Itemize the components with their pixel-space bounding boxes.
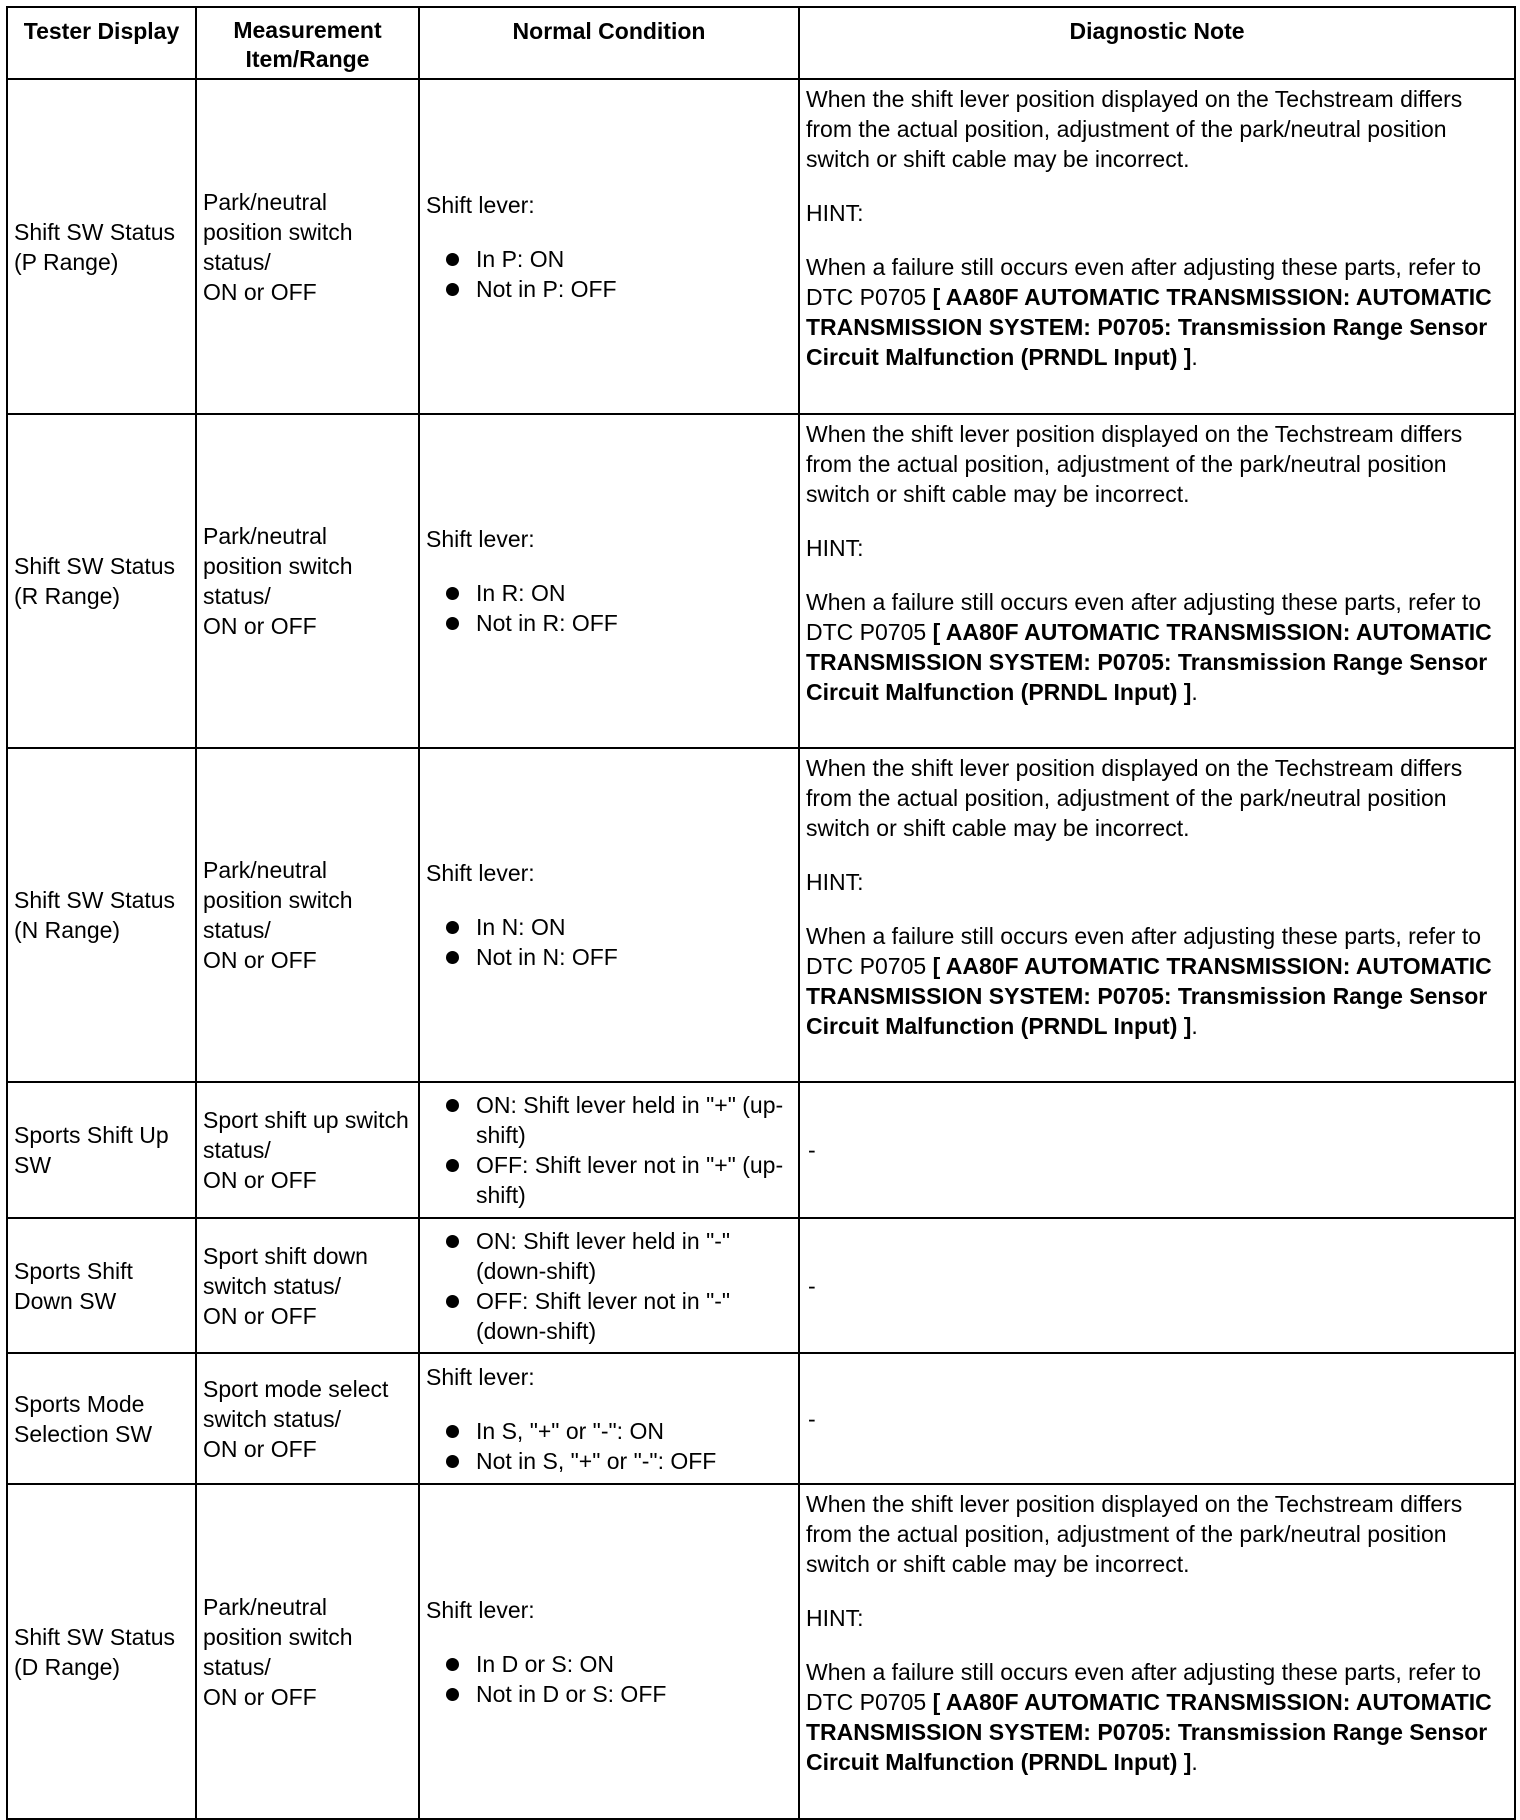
diagnostic-note-cell — [799, 748, 1515, 1082]
header-measurement: Measurement Item/Range — [196, 7, 419, 79]
dtc-reference-link[interactable]: [ AA80F AUTOMATIC TRANSMISSION: AUTOMATIC TRANSMISSION SYSTEM: P0705: Transmission Range Sensor Circuit Malfunction (PRNDL Input) ] — [806, 619, 1492, 705]
list-item-text: In R: ON — [476, 580, 566, 606]
list-item-text: In P: ON — [476, 245, 565, 272]
note-paragraph: When the shift lever position displayed on the Techstream differs from the actual position, adjustment of the park/neutral position switch or shift cable may be incorrect. — [806, 1491, 1463, 1577]
tester-display-cell: Shift SW Status (N Range) — [7, 748, 196, 1082]
table-row — [7, 1082, 1515, 1218]
bullet-icon — [446, 1425, 459, 1438]
normal-condition-list — [426, 912, 792, 972]
normal-condition-lead: Shift lever: — [426, 1596, 535, 1623]
list-item-text: Not in P: OFF — [476, 275, 617, 302]
list-item — [426, 578, 792, 608]
bullet-icon — [446, 1235, 459, 1248]
measurement-cell: Park/neutral position switch status/ ON or OFF — [196, 748, 419, 1082]
dtc-reference-link[interactable]: [ AA80F AUTOMATIC TRANSMISSION: AUTOMATIC TRANSMISSION SYSTEM: P0705: Transmission Range Sensor Circuit Malfunction (PRNDL Input) ] — [806, 284, 1492, 370]
normal-condition-cell — [419, 1484, 799, 1819]
tester-display-cell: Sports Shift Up SW — [7, 1082, 196, 1218]
list-item-text: Not in N: OFF — [476, 944, 618, 970]
note-text: . — [1191, 344, 1198, 370]
normal-condition-cell — [419, 1218, 799, 1353]
list-item-text: In N: ON — [476, 914, 566, 940]
normal-condition-lead: Shift lever: — [426, 1363, 535, 1390]
normal-condition-cell — [419, 79, 799, 414]
normal-condition-cell — [419, 1353, 799, 1484]
measurement-cell: Sport mode select switch status/ ON or OFF — [196, 1353, 419, 1484]
hint-label: HINT: — [806, 1605, 864, 1631]
tester-display-cell: Shift SW Status (P Range) — [7, 79, 196, 414]
note-paragraph — [806, 921, 1508, 1041]
list-item — [426, 1679, 792, 1709]
normal-condition-list — [426, 1090, 792, 1210]
normal-condition-lead: Shift lever: — [426, 860, 535, 886]
table-row — [7, 79, 1515, 414]
list-item — [426, 1649, 792, 1679]
measurement-cell: Park/neutral position switch status/ ON or OFF — [196, 1484, 419, 1819]
table-row — [7, 1484, 1515, 1819]
list-item — [426, 1446, 792, 1476]
hint-label: HINT: — [806, 535, 864, 561]
note-paragraph: When the shift lever position displayed on the Techstream differs from the actual position, adjustment of the park/neutral position switch or shift cable may be incorrect. — [806, 421, 1463, 507]
note-paragraph — [806, 252, 1508, 372]
bullet-icon — [446, 1658, 459, 1671]
list-item — [426, 942, 792, 972]
list-item-text: Not in S, "+" or "-": OFF — [476, 1447, 717, 1474]
note-text: When a failure still occurs even after adjusting these parts, refer to DTC P0705 — [806, 1659, 1481, 1715]
measurement-cell: Park/neutral position switch status/ ON or OFF — [196, 79, 419, 414]
normal-condition-cell — [419, 748, 799, 1082]
list-item — [426, 244, 792, 274]
bullet-icon — [446, 283, 459, 296]
diagnostic-note-cell — [799, 414, 1515, 748]
note-empty: - — [808, 1405, 816, 1432]
normal-condition-list — [426, 1226, 792, 1346]
list-item — [426, 1090, 792, 1150]
note-paragraph: When the shift lever position displayed on the Techstream differs from the actual position, adjustment of the park/neutral position switch or shift cable may be incorrect. — [806, 755, 1463, 841]
note-empty: - — [808, 1272, 816, 1299]
header-tester-display: Tester Display — [7, 7, 196, 79]
normal-condition-list — [426, 244, 792, 304]
table-row — [7, 1353, 1515, 1484]
measurement-cell: Sport shift down switch status/ ON or OFF — [196, 1218, 419, 1353]
table-row — [7, 1218, 1515, 1353]
dtc-reference-link[interactable]: [ AA80F AUTOMATIC TRANSMISSION: AUTOMATIC TRANSMISSION SYSTEM: P0705: Transmission Range Sensor Circuit Malfunction (PRNDL Input) ] — [806, 1689, 1492, 1775]
note-text: . — [1191, 679, 1198, 705]
dtc-reference-link[interactable]: [ AA80F AUTOMATIC TRANSMISSION: AUTOMATIC TRANSMISSION SYSTEM: P0705: Transmission Range Sensor Circuit Malfunction (PRNDL Input) ] — [806, 953, 1492, 1039]
list-item — [426, 1286, 792, 1346]
normal-condition-list — [426, 1649, 792, 1709]
list-item-text: Not in R: OFF — [476, 610, 618, 636]
header-diagnostic-note: Diagnostic Note — [799, 7, 1515, 79]
tester-display-cell: Shift SW Status (R Range) — [7, 414, 196, 748]
list-item-text: In S, "+" or "-": ON — [476, 1417, 664, 1444]
bullet-icon — [446, 1455, 459, 1468]
note-text: When a failure still occurs even after adjusting these parts, refer to DTC P0705 — [806, 254, 1481, 310]
note-text: . — [1191, 1749, 1198, 1775]
list-item-text: In D or S: ON — [476, 1650, 615, 1677]
table-row — [7, 748, 1515, 1082]
hint-label: HINT: — [806, 200, 864, 226]
diagnostic-note-cell — [799, 1484, 1515, 1819]
normal-condition-lead: Shift lever: — [426, 526, 535, 552]
list-item-text: Not in D or S: OFF — [476, 1680, 667, 1707]
note-text: When a failure still occurs even after adjusting these parts, refer to DTC P0705 — [806, 589, 1481, 645]
list-item — [426, 1416, 792, 1446]
normal-condition-list — [426, 1416, 792, 1476]
note-text: When a failure still occurs even after adjusting these parts, refer to DTC P0705 — [806, 923, 1481, 979]
bullet-icon — [446, 1159, 459, 1172]
header-row — [7, 7, 1515, 79]
note-paragraph — [806, 1657, 1508, 1777]
normal-condition-lead: Shift lever: — [426, 191, 535, 218]
list-item — [426, 274, 792, 304]
note-paragraph: When the shift lever position displayed on the Techstream differs from the actual position, adjustment of the park/neutral position switch or shift cable may be incorrect. — [806, 86, 1463, 172]
bullet-icon — [446, 1295, 459, 1308]
measurement-cell: Sport shift up switch status/ ON or OFF — [196, 1082, 419, 1218]
list-item-text: ON: Shift lever held in "+" (up-shift) — [476, 1092, 784, 1148]
note-text: . — [1191, 1013, 1198, 1039]
list-item-text: ON: Shift lever held in "-" (down-shift) — [476, 1227, 731, 1284]
bullet-icon — [446, 587, 459, 600]
tester-display-cell: Shift SW Status (D Range) — [7, 1484, 196, 1819]
list-item — [426, 1150, 792, 1210]
normal-condition-list — [426, 578, 792, 638]
diagnostic-note-cell — [799, 1353, 1515, 1484]
bullet-icon — [446, 1099, 459, 1112]
diagnostic-note-cell — [799, 1218, 1515, 1353]
normal-condition-cell — [419, 414, 799, 748]
diagnostic-note-cell — [799, 1082, 1515, 1218]
hint-label: HINT: — [806, 869, 864, 895]
table-row — [7, 414, 1515, 748]
tester-display-cell: Sports Shift Down SW — [7, 1218, 196, 1353]
list-item — [426, 608, 792, 638]
list-item — [426, 1226, 792, 1286]
tester-display-cell: Sports Mode Selection SW — [7, 1353, 196, 1484]
bullet-icon — [446, 951, 459, 964]
bullet-icon — [446, 1688, 459, 1701]
bullet-icon — [446, 617, 459, 630]
bullet-icon — [446, 921, 459, 934]
measurement-cell: Park/neutral position switch status/ ON or OFF — [196, 414, 419, 748]
list-item — [426, 912, 792, 942]
list-item-text: OFF: Shift lever not in "+" (up-shift) — [476, 1152, 784, 1208]
data-list-table — [6, 6, 1516, 1820]
normal-condition-cell — [419, 1082, 799, 1218]
header-normal-condition: Normal Condition — [419, 7, 799, 79]
list-item-text: OFF: Shift lever not in "-" (down-shift) — [476, 1287, 731, 1344]
bullet-icon — [446, 253, 459, 266]
note-paragraph — [806, 587, 1508, 707]
diagnostic-note-cell — [799, 79, 1515, 414]
note-empty: - — [808, 1137, 816, 1163]
table-body — [7, 79, 1515, 1819]
